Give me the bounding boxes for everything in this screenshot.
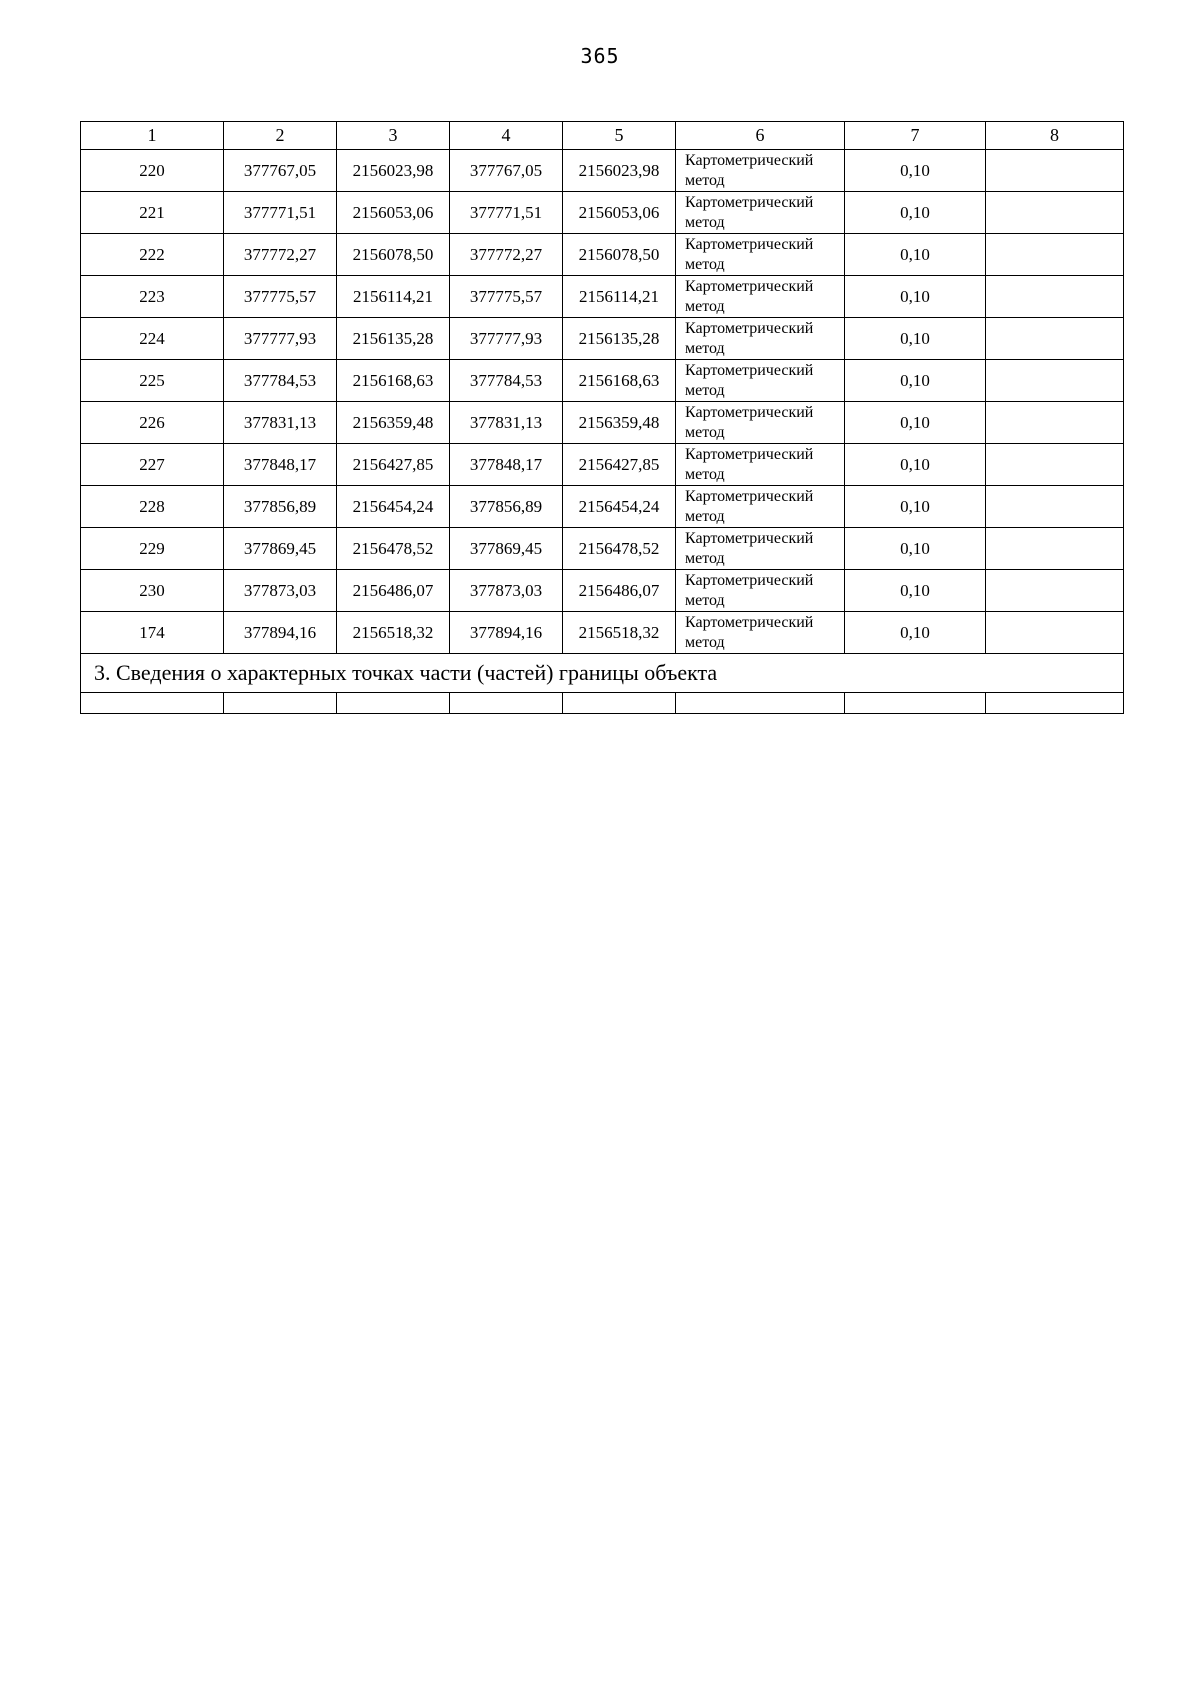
method-cell <box>676 234 845 276</box>
point-cell: 228 <box>81 486 224 528</box>
y1-cell: 2156359,48 <box>337 402 450 444</box>
y2-cell: 2156053,06 <box>563 192 676 234</box>
x2-cell: 377767,05 <box>450 150 563 192</box>
table-row <box>81 192 1124 234</box>
y2-cell: 2156135,28 <box>563 318 676 360</box>
note-cell <box>986 150 1124 192</box>
accuracy-cell: 0,10 <box>845 276 986 318</box>
accuracy-cell: 0,10 <box>845 150 986 192</box>
point-cell: 230 <box>81 570 224 612</box>
method-cell <box>676 360 845 402</box>
empty-row <box>81 693 1124 714</box>
method-cell <box>676 486 845 528</box>
header-cell: 1 <box>81 122 224 150</box>
y2-cell: 2156023,98 <box>563 150 676 192</box>
note-cell <box>986 402 1124 444</box>
point-cell: 224 <box>81 318 224 360</box>
empty-cell <box>337 693 450 714</box>
note-cell <box>986 570 1124 612</box>
accuracy-cell: 0,10 <box>845 318 986 360</box>
header-cell: 2 <box>224 122 337 150</box>
x2-cell: 377771,51 <box>450 192 563 234</box>
point-cell: 174 <box>81 612 224 654</box>
accuracy-cell: 0,10 <box>845 192 986 234</box>
method-text: метод <box>685 465 725 483</box>
x2-cell: 377848,17 <box>450 444 563 486</box>
point-cell: 227 <box>81 444 224 486</box>
point-cell: 229 <box>81 528 224 570</box>
note-cell <box>986 234 1124 276</box>
method-text: метод <box>685 255 725 273</box>
point-cell: 222 <box>81 234 224 276</box>
table-row <box>81 444 1124 486</box>
note-cell <box>986 612 1124 654</box>
header-cell: 7 <box>845 122 986 150</box>
method-text: метод <box>685 297 725 315</box>
point-cell: 220 <box>81 150 224 192</box>
y2-cell: 2156486,07 <box>563 570 676 612</box>
y1-cell: 2156454,24 <box>337 486 450 528</box>
x2-cell: 377856,89 <box>450 486 563 528</box>
accuracy-cell: 0,10 <box>845 486 986 528</box>
table-row <box>81 234 1124 276</box>
table-row <box>81 486 1124 528</box>
x2-cell: 377775,57 <box>450 276 563 318</box>
method-text: метод <box>685 171 725 189</box>
x2-cell: 377772,27 <box>450 234 563 276</box>
y2-cell: 2156078,50 <box>563 234 676 276</box>
table-row <box>81 612 1124 654</box>
table-row <box>81 150 1124 192</box>
x2-cell: 377894,16 <box>450 612 563 654</box>
x1-cell: 377873,03 <box>224 570 337 612</box>
note-cell <box>986 318 1124 360</box>
x1-cell: 377869,45 <box>224 528 337 570</box>
method-cell <box>676 318 845 360</box>
note-cell <box>986 486 1124 528</box>
empty-cell <box>450 693 563 714</box>
point-cell: 226 <box>81 402 224 444</box>
header-cell: 8 <box>986 122 1124 150</box>
accuracy-cell: 0,10 <box>845 444 986 486</box>
method-text: Картометрический <box>685 361 814 379</box>
point-cell: 225 <box>81 360 224 402</box>
y1-cell: 2156486,07 <box>337 570 450 612</box>
x2-cell: 377784,53 <box>450 360 563 402</box>
coordinates-table <box>80 121 1124 714</box>
header-cell: 5 <box>563 122 676 150</box>
section-title: 3. Сведения о характерных точках части (частей) границы объекта <box>81 654 1124 693</box>
x2-cell: 377869,45 <box>450 528 563 570</box>
table-row <box>81 360 1124 402</box>
method-cell <box>676 402 845 444</box>
x1-cell: 377856,89 <box>224 486 337 528</box>
method-text: метод <box>685 507 725 525</box>
section-row <box>81 654 1124 693</box>
x2-cell: 377831,13 <box>450 402 563 444</box>
method-text: Картометрический <box>685 151 814 169</box>
y1-cell: 2156427,85 <box>337 444 450 486</box>
y2-cell: 2156478,52 <box>563 528 676 570</box>
x1-cell: 377831,13 <box>224 402 337 444</box>
method-cell <box>676 570 845 612</box>
accuracy-cell: 0,10 <box>845 570 986 612</box>
note-cell <box>986 360 1124 402</box>
y1-cell: 2156518,32 <box>337 612 450 654</box>
y1-cell: 2156135,28 <box>337 318 450 360</box>
accuracy-cell: 0,10 <box>845 360 986 402</box>
method-cell <box>676 528 845 570</box>
method-cell <box>676 612 845 654</box>
method-text: метод <box>685 633 725 651</box>
header-cell: 4 <box>450 122 563 150</box>
note-cell <box>986 192 1124 234</box>
y1-cell: 2156168,63 <box>337 360 450 402</box>
table-row <box>81 528 1124 570</box>
y2-cell: 2156359,48 <box>563 402 676 444</box>
method-text: метод <box>685 591 725 609</box>
method-text: метод <box>685 339 725 357</box>
method-text: Картометрический <box>685 445 814 463</box>
y2-cell: 2156427,85 <box>563 444 676 486</box>
header-row <box>81 122 1124 150</box>
method-text: Картометрический <box>685 529 814 547</box>
table-row <box>81 402 1124 444</box>
method-text: Картометрический <box>685 235 814 253</box>
method-cell <box>676 276 845 318</box>
y2-cell: 2156454,24 <box>563 486 676 528</box>
method-text: Картометрический <box>685 319 814 337</box>
method-cell <box>676 150 845 192</box>
accuracy-cell: 0,10 <box>845 612 986 654</box>
method-text: Картометрический <box>685 613 814 631</box>
note-cell <box>986 276 1124 318</box>
x1-cell: 377894,16 <box>224 612 337 654</box>
y1-cell: 2156053,06 <box>337 192 450 234</box>
x1-cell: 377777,93 <box>224 318 337 360</box>
method-text: Картометрический <box>685 487 814 505</box>
method-text: метод <box>685 549 725 567</box>
method-text: метод <box>685 213 725 231</box>
note-cell <box>986 528 1124 570</box>
method-text: Картометрический <box>685 403 814 421</box>
accuracy-cell: 0,10 <box>845 402 986 444</box>
table-row <box>81 276 1124 318</box>
x2-cell: 377777,93 <box>450 318 563 360</box>
x1-cell: 377772,27 <box>224 234 337 276</box>
empty-cell <box>676 693 845 714</box>
empty-cell <box>224 693 337 714</box>
method-cell <box>676 444 845 486</box>
accuracy-cell: 0,10 <box>845 528 986 570</box>
method-cell <box>676 192 845 234</box>
note-cell <box>986 444 1124 486</box>
y2-cell: 2156168,63 <box>563 360 676 402</box>
page-number: 365 <box>580 44 620 68</box>
table-row <box>81 570 1124 612</box>
y1-cell: 2156023,98 <box>337 150 450 192</box>
empty-cell <box>563 693 676 714</box>
point-cell: 221 <box>81 192 224 234</box>
x1-cell: 377775,57 <box>224 276 337 318</box>
table-row <box>81 318 1124 360</box>
point-cell: 223 <box>81 276 224 318</box>
method-text: метод <box>685 381 725 399</box>
method-text: Картометрический <box>685 571 814 589</box>
y2-cell: 2156518,32 <box>563 612 676 654</box>
method-text: Картометрический <box>685 277 814 295</box>
empty-cell <box>986 693 1124 714</box>
x1-cell: 377767,05 <box>224 150 337 192</box>
method-text: Картометрический <box>685 193 814 211</box>
accuracy-cell: 0,10 <box>845 234 986 276</box>
method-text: метод <box>685 423 725 441</box>
empty-cell <box>845 693 986 714</box>
x2-cell: 377873,03 <box>450 570 563 612</box>
empty-cell <box>81 693 224 714</box>
x1-cell: 377771,51 <box>224 192 337 234</box>
header-cell: 3 <box>337 122 450 150</box>
y1-cell: 2156478,52 <box>337 528 450 570</box>
y2-cell: 2156114,21 <box>563 276 676 318</box>
x1-cell: 377784,53 <box>224 360 337 402</box>
header-cell: 6 <box>676 122 845 150</box>
y1-cell: 2156078,50 <box>337 234 450 276</box>
x1-cell: 377848,17 <box>224 444 337 486</box>
y1-cell: 2156114,21 <box>337 276 450 318</box>
